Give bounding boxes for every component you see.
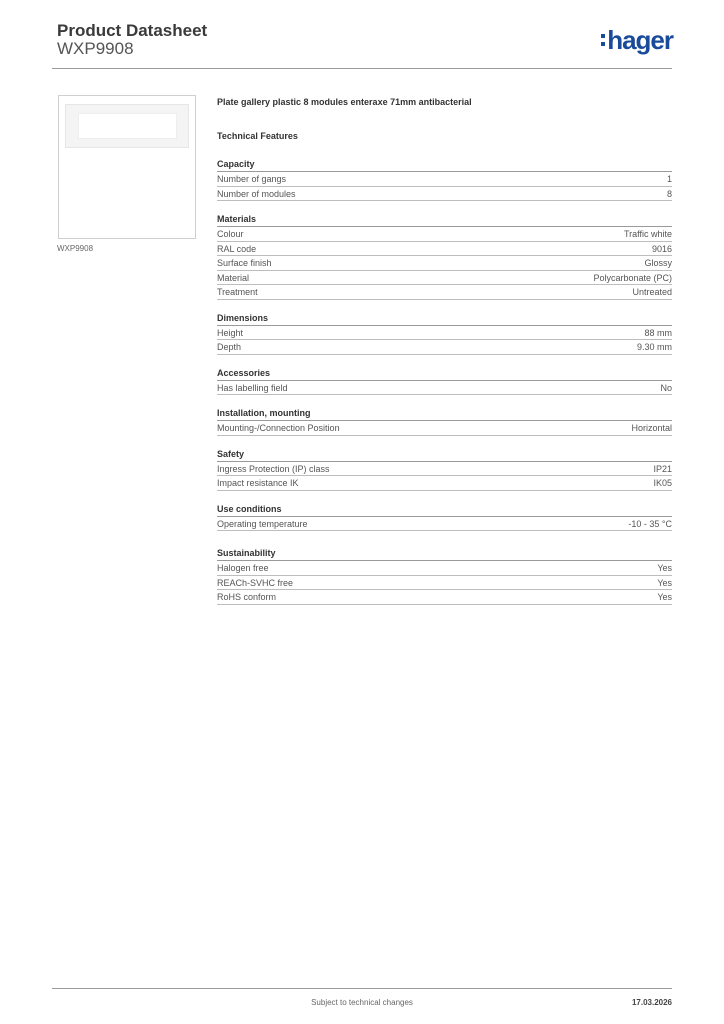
feature-row xyxy=(217,476,672,491)
feature-value: Glossy xyxy=(644,258,672,268)
section-dimensions xyxy=(217,312,672,355)
feature-value: 9.30 mm xyxy=(636,342,672,352)
feature-label: Number of gangs xyxy=(217,174,287,184)
hager-logo xyxy=(601,26,673,54)
feature-label: Ingress Protection (IP) class xyxy=(217,463,330,474)
feature-value: 8 xyxy=(666,188,672,199)
feature-row xyxy=(217,462,672,477)
feature-value: -10 - 35 °C xyxy=(628,518,672,529)
feature-value: Yes xyxy=(657,577,672,588)
feature-row xyxy=(217,227,672,242)
feature-label: Mounting-/Connection Position xyxy=(217,423,340,433)
feature-value: 9016 xyxy=(651,243,672,254)
section-title: Capacity xyxy=(217,158,672,172)
feature-row xyxy=(217,340,672,355)
feature-row xyxy=(217,256,672,271)
section-installation-mounting xyxy=(217,407,672,436)
feature-label: Impact resistance IK xyxy=(217,478,299,488)
feature-row xyxy=(217,590,672,605)
feature-row xyxy=(217,326,672,341)
feature-label: Number of modules xyxy=(217,188,296,199)
feature-label: Depth xyxy=(217,342,242,352)
feature-row xyxy=(217,271,672,286)
footer-note: Subject to technical changes xyxy=(311,998,413,1007)
section-title: Dimensions xyxy=(217,312,672,326)
section-accessories xyxy=(217,367,672,396)
feature-label: Treatment xyxy=(217,287,258,297)
section-safety xyxy=(217,448,672,491)
image-caption: WXP9908 xyxy=(57,244,94,253)
feature-value: 88 mm xyxy=(644,327,672,338)
feature-label: Material xyxy=(217,272,250,283)
feature-label: Height xyxy=(217,327,244,338)
header-divider xyxy=(52,68,672,69)
section-title: Accessories xyxy=(217,367,672,381)
footer-date: 17.03.2026 xyxy=(631,998,672,1007)
document-title: Product Datasheet xyxy=(57,21,208,40)
feature-row xyxy=(217,242,672,257)
page-header xyxy=(57,21,673,69)
feature-value: Yes xyxy=(657,592,672,602)
feature-label: Colour xyxy=(217,229,244,239)
section-sustainability xyxy=(217,547,672,605)
feature-label: REACh-SVHC free xyxy=(217,577,294,588)
section-title: Materials xyxy=(217,213,672,227)
feature-value: Horizontal xyxy=(631,423,672,433)
section-title: Installation, mounting xyxy=(217,407,672,421)
section-use-conditions xyxy=(217,503,672,532)
feature-row xyxy=(217,187,672,202)
section-title: Safety xyxy=(217,448,672,462)
feature-value: 1 xyxy=(666,174,672,184)
feature-value: IP21 xyxy=(653,463,672,474)
product-image xyxy=(58,95,196,239)
datasheet-content xyxy=(217,96,672,605)
plate-illustration xyxy=(65,104,189,148)
feature-label: Has labelling field xyxy=(217,382,288,393)
section-capacity xyxy=(217,158,672,201)
feature-value: Polycarbonate (PC) xyxy=(593,272,672,283)
product-description: Plate gallery plastic 8 modules enteraxe 71mm antibacterial xyxy=(217,97,472,107)
section-materials xyxy=(217,213,672,300)
plate-window xyxy=(78,113,177,139)
section-title: Use conditions xyxy=(217,503,672,517)
feature-label: Operating temperature xyxy=(217,518,308,529)
feature-row xyxy=(217,381,672,396)
feature-row xyxy=(217,172,672,187)
feature-value: Yes xyxy=(657,563,672,573)
feature-value: Untreated xyxy=(632,287,672,297)
feature-row xyxy=(217,576,672,591)
feature-row xyxy=(217,561,672,576)
feature-label: RoHS conform xyxy=(217,592,277,602)
product-code: WXP9908 xyxy=(57,39,134,58)
logo-colon-icon xyxy=(601,32,605,48)
feature-row xyxy=(217,517,672,532)
feature-label: Surface finish xyxy=(217,258,272,268)
technical-features-title: Technical Features xyxy=(217,131,298,141)
feature-label: RAL code xyxy=(217,243,257,254)
logo-text: hager xyxy=(607,24,673,55)
section-title: Sustainability xyxy=(217,547,672,561)
feature-row xyxy=(217,421,672,436)
feature-label: Halogen free xyxy=(217,563,269,573)
feature-sections xyxy=(217,158,672,605)
footer-divider xyxy=(52,988,672,989)
feature-row xyxy=(217,285,672,300)
feature-value: IK05 xyxy=(653,478,672,488)
feature-value: No xyxy=(660,382,672,393)
feature-value: Traffic white xyxy=(623,229,672,239)
